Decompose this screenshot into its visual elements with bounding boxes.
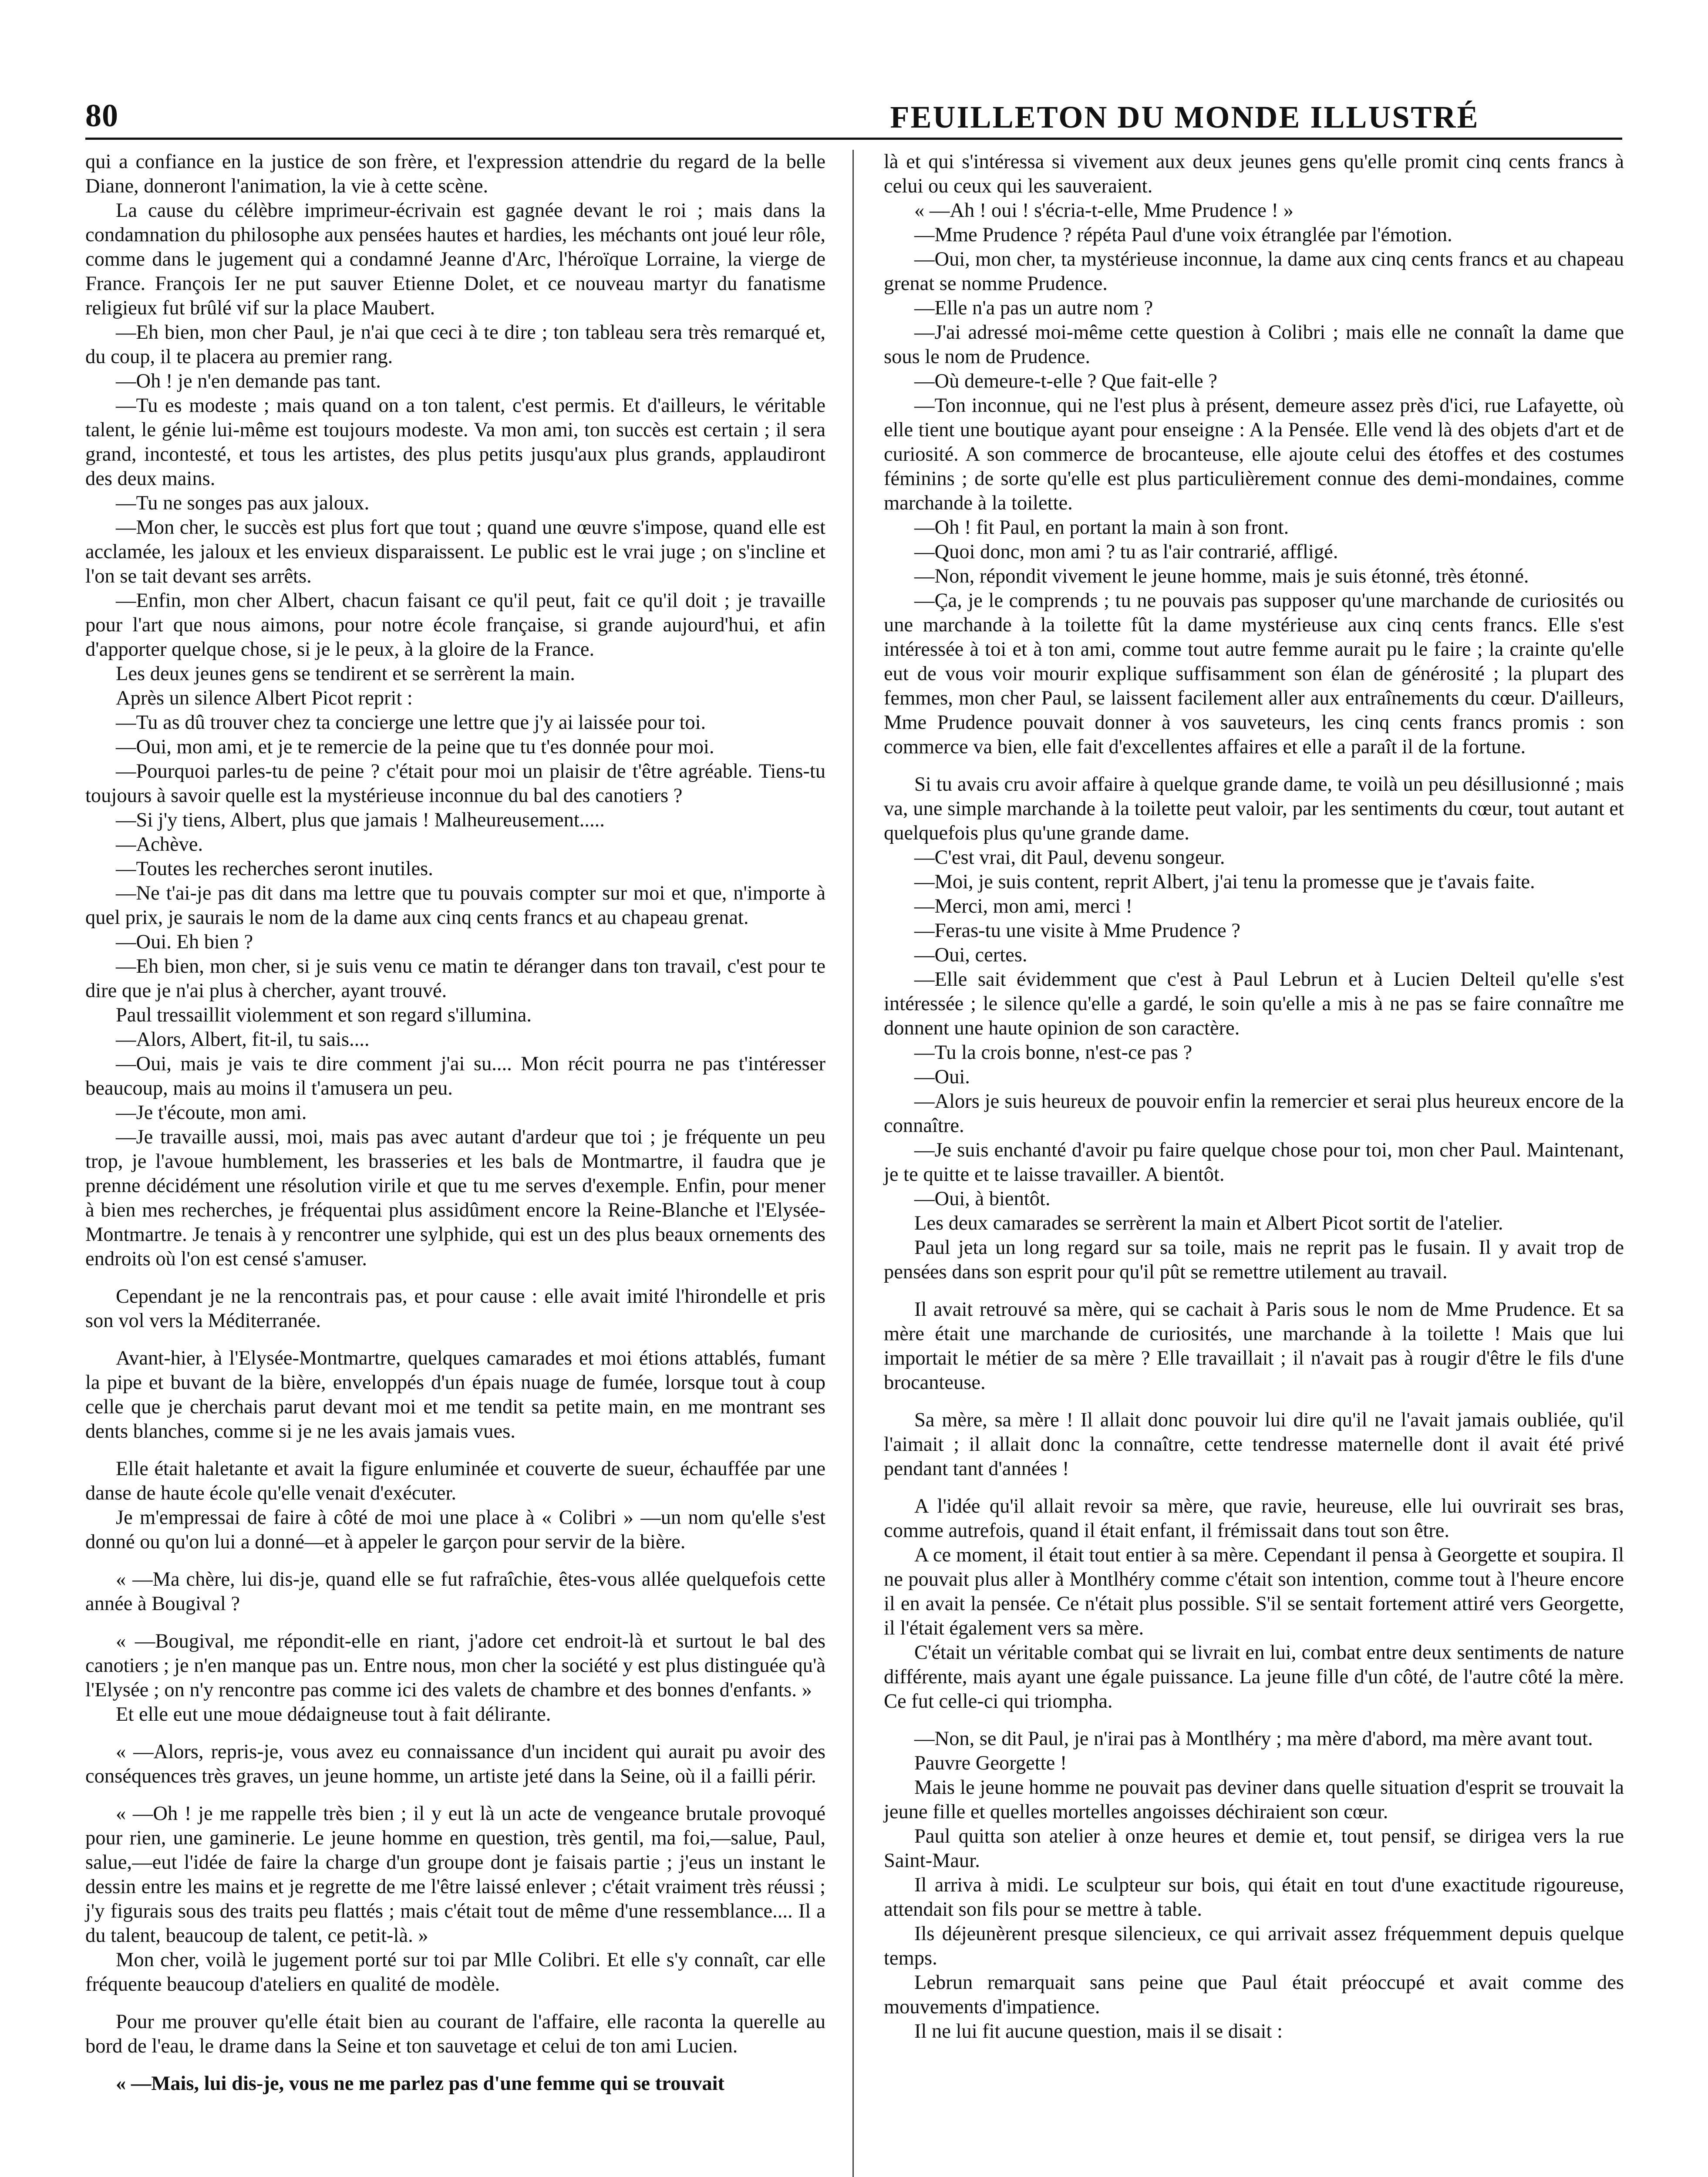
paragraph: A l'idée qu'il allait revoir sa mère, que ravie, heureuse, elle lui ouvrirait ses bras, comme autrefois, quand il était enfant, il frémissait dans tout son être.: [884, 1495, 1624, 1542]
paragraph: —Je t'écoute, mon ami.: [116, 1102, 307, 1124]
paragraph: Ils déjeunèrent presque silencieux, ce qui arrivait assez fréquemment depuis quelque temps.: [884, 1923, 1624, 1969]
paragraph: —Tu es modeste ; mais quand on a ton talent, c'est permis. Et d'ailleurs, le véritable talent, le génie lui-même est toujours modeste. Va mon ami, ton succès est certain ; il sera grand, incontesté, et tous les artistes, des plus petits jusqu'aux plus grands, applaudiront des deux mains.: [85, 394, 825, 490]
paragraph: Les deux jeunes gens se tendirent et se serrèrent la main.: [116, 663, 575, 685]
paragraph: Lebrun remarquait sans peine que Paul était préoccupé et avait comme des mouvements d'impatience.: [884, 1971, 1624, 2018]
paragraph: là et qui s'intéressa si vivement aux deux jeunes gens qu'elle promit cinq cents francs à celui ou ceux qui les sauveraient.: [884, 151, 1624, 197]
paragraph: —Tu la crois bonne, n'est-ce pas ?: [914, 1041, 1193, 1064]
column-gutter: [852, 150, 854, 2177]
paragraph: —Oui, mon cher, ta mystérieuse inconnue, la dame aux cinq cents francs et au chapeau grenat se nomme Prudence.: [884, 248, 1624, 295]
paragraph: « —Ah ! oui ! s'écria-t-elle, Mme Prudence ! »: [914, 199, 1294, 222]
paragraph: —Alors je suis heureux de pouvoir enfin la remercier et serai plus heureux encore de la connaître.: [884, 1090, 1624, 1137]
paragraph: Si tu avais cru avoir affaire à quelque grande dame, te voilà un peu désillusionné ; mais va, une simple marchande à la toilette peut valoir, par les sentiments du cœur, tout autant et quelquefois plus qu'une grande dame.: [884, 773, 1624, 844]
paragraph: Avant-hier, à l'Elysée-Montmartre, quelques camarades et moi étions attablés, fumant la pipe et buvant de la bière, enveloppés d'un épais nuage de fumée, lorsque tout à coup celle que je cherchais parut devant moi et me tendit sa petite main, en me montrant ses dents blanches, comme si je ne les avais jamais vues.: [85, 1347, 825, 1442]
paragraph: —Toutes les recherches seront inutiles.: [116, 858, 433, 880]
page-number: 80: [85, 98, 118, 134]
paragraph: « —Ma chère, lui dis-je, quand elle se fut rafraîchie, êtes-vous allée quelquefois cette année à Bougival ?: [85, 1568, 825, 1615]
paragraph: —Non, répondit vivement le jeune homme, mais je suis étonné, très étonné.: [914, 565, 1529, 587]
paragraph: « —Bougival, me répondit-elle en riant, j'adore cet endroit-là et surtout le bal des canotiers ; je n'en manque pas un. Entre nous, mon cher la société y est plus distinguée qu'à l'Elysée ; on n'y rencontre pas comme ici des valets de chambre et des bonnes d'enfants. »: [85, 1630, 825, 1701]
paragraph: —Tu as dû trouver chez ta concierge une lettre que j'y ai laissée pour toi.: [116, 711, 706, 734]
paragraph: —Enfin, mon cher Albert, chacun faisant ce qu'il peut, fait ce qu'il doit ; je travaille pour l'art que nous aimons, pour notre école française, si grande aujourd'hui, et afin d'apporter quelque chose, si je le peux, à la gloire de la France.: [85, 590, 825, 661]
paragraph: —Je suis enchanté d'avoir pu faire quelque chose pour toi, mon cher Paul. Maintenant, je te quitte et te laisse travailler. A bientôt.: [884, 1139, 1624, 1186]
paragraph: —Achève.: [116, 833, 203, 856]
paragraph: Elle était haletante et avait la figure enluminée et couverte de sueur, échauffée par une danse de haute école qu'elle venait d'exécuter.: [85, 1458, 825, 1504]
running-title: FEUILLETON DU MONDE ILLUSTRÉ: [890, 100, 1479, 135]
left-column: [85, 150, 825, 2096]
paragraph: —Eh bien, mon cher Paul, je n'ai que ceci à te dire ; ton tableau sera très remarqué et, du coup, il te placera au premier rang.: [85, 321, 825, 368]
page-header: [85, 91, 1622, 144]
paragraph: —Quoi donc, mon ami ? tu as l'air contrarié, affligé.: [914, 541, 1338, 563]
paragraph: Paul tressaillit violemment et son regard s'illumina.: [116, 1004, 532, 1026]
paragraph: Je m'empressai de faire à côté de moi une place à « Colibri » —un nom qu'elle s'est donné ou qu'on lui a donné—et à appeler le garçon pour servir de la bière.: [85, 1506, 825, 1553]
header-rule: [85, 138, 1622, 140]
paragraph: —Eh bien, mon cher, si je suis venu ce matin te déranger dans ton travail, c'est pour te dire que je n'ai plus à chercher, ayant trouvé.: [85, 955, 825, 1002]
paragraph: « —Oh ! je me rappelle très bien ; il y eut là un acte de vengeance brutale provoqué pour rien, une gaminerie. Le jeune homme en question, très gentil, ma foi,—salue, Paul, salue,—eut l'idée de faire la charge d'un groupe dont je faisais partie ; j'eus un instant le dessin entre les mains et je regrette de me l'être laissé enlever ; c'était vraiment très réussi ; j'y figurais sous des traits peu flattés ; mais c'était tout de même d'une ressemblance.... Il a du talent, beaucoup de talent, ce petit-là. »: [85, 1803, 825, 1947]
paragraph: Il avait retrouvé sa mère, qui se cachait à Paris sous le nom de Mme Prudence. Et sa mère était une marchande de curiosités, une marchande à la toilette ! Mais que lui importait le métier de sa mère ? Elle travaillait ; il n'avait pas à rougir d'être le fils d'une brocanteuse.: [884, 1298, 1624, 1394]
paragraph: —Pourquoi parles-tu de peine ? c'était pour moi un plaisir de t'être agréable. Tiens-tu toujours à savoir quelle est la mystérieuse inconnue du bal des canotiers ?: [85, 760, 825, 807]
paragraph: « —Mais, lui dis-je, vous ne me parlez pas d'une femme qui se trouvait: [116, 2073, 724, 2095]
paragraph: C'était un véritable combat qui se livrait en lui, combat entre deux sentiments de nature différente, mais ayant une égale puissance. La jeune fille d'un côté, de l'autre côté la mère. Ce fut celle-ci qui triompha.: [884, 1641, 1624, 1712]
paragraph: —Ton inconnue, qui ne l'est plus à présent, demeure assez près d'ici, rue Lafayette, où elle tient une boutique ayant pour enseigne : A la Pensée. Elle vend là des objets d'art et de curiosité. A son commerce de brocanteuse, elle ajoute celui des étoffes et des costumes féminins ; de sorte qu'elle est plus particulièrement connue des demi-mondaines, comme marchande à la toilette.: [884, 394, 1624, 514]
paragraph: —J'ai adressé moi-même cette question à Colibri ; mais elle ne connaît la dame que sous le nom de Prudence.: [884, 321, 1624, 368]
paragraph: Pour me prouver qu'elle était bien au courant de l'affaire, elle raconta la querelle au bord de l'eau, le drame dans la Seine et ton sauvetage et celui de ton ami Lucien.: [85, 2011, 825, 2057]
paragraph: —Mme Prudence ? répéta Paul d'une voix étranglée par l'émotion.: [914, 224, 1452, 246]
paragraph: Cependant je ne la rencontrais pas, et pour cause : elle avait imité l'hirondelle et pris son vol vers la Méditerranée.: [85, 1285, 825, 1332]
paragraph: La cause du célèbre imprimeur-écrivain est gagnée devant le roi ; mais dans la condamnation du philosophe aux pensées hautes et hardies, les méchants ont joué leur rôle, comme dans le jugement qui a condamné Jeanne d'Arc, l'héroïque Lorraine, la vierge de France. François Ier ne put sauver Etienne Dolet, et ce nouveau martyr du fanatisme religieux fut brûlé vif sur la place Maubert.: [85, 199, 825, 319]
paragraph: —Oui. Eh bien ?: [116, 931, 253, 953]
paragraph: —Oh ! fit Paul, en portant la main à son front.: [914, 516, 1289, 539]
paragraph: Les deux camarades se serrèrent la main et Albert Picot sortit de l'atelier.: [914, 1212, 1503, 1234]
paragraph: Mon cher, voilà le jugement porté sur toi par Mlle Colibri. Et elle s'y connaît, car elle fréquente beaucoup d'ateliers en qualité de modèle.: [85, 1949, 825, 1995]
paragraph: Pauvre Georgette !: [914, 1752, 1067, 1774]
paragraph: —Oui, mon ami, et je te remercie de la peine que tu t'es donnée pour moi.: [116, 736, 714, 758]
paragraph: —Où demeure-t-elle ? Que fait-elle ?: [914, 370, 1217, 392]
paragraph: —Moi, je suis content, reprit Albert, j'ai tenu la promesse que je t'avais faite.: [914, 871, 1535, 893]
paragraph: « —Alors, repris-je, vous avez eu connaissance d'un incident qui aurait pu avoir des conséquences très graves, un jeune homme, un artiste jeté dans la Seine, où il a failli périr.: [85, 1741, 825, 1787]
paragraph: —Oh ! je n'en demande pas tant.: [116, 370, 381, 392]
paragraph: Après un silence Albert Picot reprit :: [116, 687, 413, 709]
paragraph: —Merci, mon ami, merci !: [914, 895, 1133, 917]
paragraph: —Elle sait évidemment que c'est à Paul Lebrun et à Lucien Delteil qu'elle s'est intéressée ; le silence qu'elle a gardé, le soin qu'elle a mis à ne pas se faire connaître me donnent une haute opinion de son caractère.: [884, 968, 1624, 1039]
paragraph: —C'est vrai, dit Paul, devenu songeur.: [914, 846, 1225, 869]
paragraph: —Elle n'a pas un autre nom ?: [914, 297, 1153, 319]
right-column: [884, 150, 1624, 2044]
paragraph: —Ça, je le comprends ; tu ne pouvais pas supposer qu'une marchande de curiosités ou une marchande à la toilette fût la dame mystérieuse aux cinq cents francs. Elle s'est intéressée à toi et à ton ami, comme tout autre femme aurait pu le faire ; la crainte qu'elle eut de vous voir mourir explique suffisamment son élan de générosité ; la plupart des femmes, mon cher Paul, se laissent facilement aller aux entraînements du cœur. D'ailleurs, Mme Prudence pouvait donner à vos sauveteurs, les cinq cents francs promis : son commerce va bien, elle fait d'excellentes affaires et elle a paraît il de la fortune.: [884, 590, 1624, 758]
paragraph: —Oui, mais je vais te dire comment j'ai su.... Mon récit pourra ne pas t'intéresser beaucoup, mais au moins il t'amusera un peu.: [85, 1053, 825, 1099]
paragraph: —Alors, Albert, fit-il, tu sais....: [116, 1028, 370, 1051]
paragraph: —Oui, à bientôt.: [914, 1188, 1051, 1210]
paragraph: Il ne lui fit aucune question, mais il se disait :: [914, 2020, 1283, 2042]
paragraph: —Oui, certes.: [914, 944, 1027, 966]
paragraph: Et elle eut une moue dédaigneuse tout à fait délirante.: [116, 1703, 551, 1725]
paragraph: qui a confiance en la justice de son frère, et l'expression attendrie du regard de la belle Diane, donneront l'animation, la vie à cette scène.: [85, 151, 825, 197]
paragraph: Paul jeta un long regard sur sa toile, mais ne reprit pas le fusain. Il y avait trop de pensées dans son esprit pour qu'il pût se remettre utilement au travail.: [884, 1237, 1624, 1283]
paragraph: Mais le jeune homme ne pouvait pas deviner dans quelle situation d'esprit se trouvait la jeune fille et quelles mortelles angoisses déchiraient son cœur.: [884, 1776, 1624, 1823]
paragraph: —Tu ne songes pas aux jaloux.: [116, 492, 370, 514]
paragraph: Paul quitta son atelier à onze heures et demie et, tout pensif, se dirigea vers la rue Saint-Maur.: [884, 1825, 1624, 1872]
paragraph: —Mon cher, le succès est plus fort que tout ; quand une œuvre s'impose, quand elle est acclamée, les jaloux et les envieux disparaissent. Le public est le vrai juge ; on s'incline et l'on se tait devant ses arrêts.: [85, 516, 825, 587]
paragraph: —Ne t'ai-je pas dit dans ma lettre que tu pouvais compter sur moi et que, n'importe à quel prix, je saurais le nom de la dame aux cinq cents francs et au chapeau grenat.: [85, 882, 825, 929]
paragraph: —Non, se dit Paul, je n'irai pas à Montlhéry ; ma mère d'abord, ma mère avant tout.: [914, 1728, 1593, 1750]
paragraph: —Je travaille aussi, moi, mais pas avec autant d'ardeur que toi ; je fréquente un peu trop, je l'avoue humblement, les brasseries et les bals de Montmartre, il faudra que je prenne décidément une résolution virile et que tu me serves d'exemple. Enfin, pour mener à bien mes recherches, je fréquentai plus assidûment encore la Reine-Blanche et l'Elysée-Montmartre. Je tenais à y rencontrer une sylphide, qui est un des plus beaux ornements des endroits où l'on est censé s'amuser.: [85, 1126, 825, 1270]
paragraph: Sa mère, sa mère ! Il allait donc pouvoir lui dire qu'il ne l'avait jamais oubliée, qu'il l'aimait ; il allait donc la connaître, cette tendresse maternelle dont il avait été privé pendant tant d'années !: [884, 1409, 1624, 1480]
paragraph: Il arriva à midi. Le sculpteur sur bois, qui était en tout d'une exactitude rigoureuse, attendait son fils pour se mettre à table.: [884, 1874, 1624, 1921]
paragraph: —Feras-tu une visite à Mme Prudence ?: [914, 920, 1240, 942]
paragraph: A ce moment, il était tout entier à sa mère. Cependant il pensa à Georgette et soupira. Il ne pouvait plus aller à Montlhéry comme c'était son intention, comme tout à l'heure encore il en avait la pensée. Ce n'était plus possible. S'il se sentait fortement attiré vers Georgette, il l'était également vers sa mère.: [884, 1544, 1624, 1639]
paragraph: —Si j'y tiens, Albert, plus que jamais ! Malheureusement.....: [116, 809, 605, 831]
paragraph: —Oui.: [914, 1066, 970, 1088]
